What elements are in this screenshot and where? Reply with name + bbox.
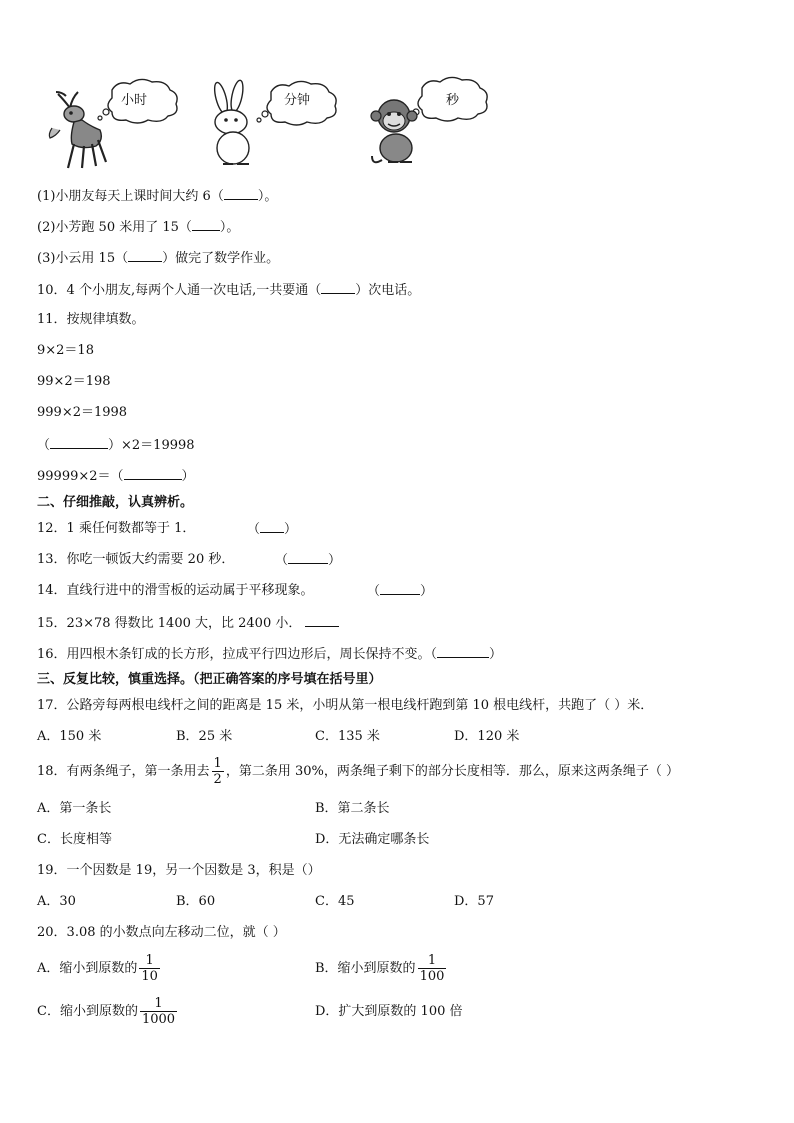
q9-item-2: (2)小芳跑 50 米用了 15（ ）。 [37, 220, 240, 235]
question-15: 15．23×78 得数比 1400 大，比 2400 小． [37, 614, 339, 633]
label-minute: 分钟 [284, 93, 311, 108]
answer-blank[interactable] [321, 281, 355, 294]
question-10: 10．4 个小朋友,每两个人通一次电话,一共要通（ ）次电话。 [37, 283, 421, 298]
q18-option-a[interactable]: A．第一条长 [37, 801, 112, 816]
answer-blank[interactable] [260, 520, 284, 533]
answer-blank[interactable] [305, 614, 339, 627]
question-12-answer: （ ） [247, 522, 298, 537]
question-11-title: 11．按规律填数。 [37, 312, 145, 327]
q18-option-b[interactable]: B．第二条长 [315, 801, 390, 816]
pattern-line-1: 9×2＝18 [37, 343, 94, 358]
q20-option-d[interactable]: D．扩大到原数的 100 倍 [315, 1004, 463, 1019]
section-3-heading: 三、反复比较，慎重选择。（把正确答案的序号填在括号里） [37, 672, 382, 687]
pattern-line-2: 99×2＝198 [37, 374, 111, 389]
question-13: 13．你吃一顿饭大约需要 20 秒． [37, 552, 235, 567]
q18-option-d[interactable]: D．无法确定哪条长 [315, 832, 430, 847]
label-hour: 小时 [121, 93, 148, 108]
question-12: 12．1 乘任何数都等于 1． [37, 521, 196, 536]
q9-item-1: (1)小朋友每天上课时间大约 6（ ）。 [37, 189, 278, 204]
q9-item-3: (3)小云用 15（ ）做完了数学作业。 [37, 251, 280, 266]
question-14: 14．直线行进中的滑雪板的运动属于平移现象。 [37, 583, 314, 598]
answer-blank[interactable] [380, 582, 420, 595]
fraction: $\frac{1}{2}$ [213, 756, 222, 787]
q19-option-a[interactable]: A．30 [37, 894, 76, 909]
answer-blank[interactable] [224, 187, 258, 200]
q20-option-b[interactable]: B．缩小到原数的 $\frac{1}{100}$ [315, 953, 445, 984]
deer-illustration [40, 78, 190, 174]
pattern-line-5: 99999×2＝（ ） [37, 469, 195, 484]
fraction: $\frac{1}{1000}$ [141, 996, 176, 1027]
q19-option-d[interactable]: D．57 [454, 894, 494, 909]
answer-blank[interactable] [50, 436, 108, 449]
answer-blank[interactable] [124, 467, 182, 480]
q17-option-c[interactable]: C．135 米 [315, 729, 380, 744]
pattern-line-4: （ ）×2＝19998 [37, 438, 195, 453]
answer-blank[interactable] [437, 645, 489, 658]
question-16: 16．用四根木条钉成的长方形，拉成平行四边形后，周长保持不变。（ ） [37, 647, 503, 662]
fraction: $\frac{1}{100}$ [419, 953, 445, 984]
pattern-line-3: 999×2＝1998 [37, 405, 128, 420]
q19-option-b[interactable]: B．60 [176, 894, 216, 909]
fraction: $\frac{1}{10}$ [141, 953, 158, 984]
rabbit-illustration [205, 78, 355, 168]
question-14-answer: （ ） [367, 584, 434, 599]
q20-option-a[interactable]: A．缩小到原数的 $\frac{1}{10}$ [37, 953, 158, 984]
q19-option-c[interactable]: C．45 [315, 894, 355, 909]
question-19: 19．一个因数是 19，另一个因数是 3，积是（） [37, 863, 321, 878]
q20-option-c[interactable]: C．缩小到原数的 $\frac{1}{1000}$ [37, 996, 176, 1027]
question-20: 20．3.08 的小数点向左移动二位，就（ ） [37, 925, 286, 940]
question-18: 18．有两条绳子，第一条用去 $\frac{1}{2}$ ，第二条用 30%，两条绳子剩下的部分长度相等．那么，原来这两条绳子（ ） [37, 756, 679, 787]
question-13-answer: （ ） [275, 553, 342, 568]
answer-blank[interactable] [128, 249, 162, 262]
answer-blank[interactable] [288, 551, 328, 564]
q17-option-b[interactable]: B．25 米 [176, 729, 233, 744]
label-second: 秒 [446, 93, 460, 108]
question-17: 17．公路旁每两根电线杆之间的距离是 15 米，小明从第一根电线杆跑到第 10 根电线杆，共跑了（ ）米． [37, 698, 654, 713]
q17-option-d[interactable]: D．120 米 [454, 729, 520, 744]
q18-option-c[interactable]: C．长度相等 [37, 832, 112, 847]
section-2-heading: 二、仔细推敲，认真辨析。 [37, 495, 194, 510]
monkey-illustration [366, 76, 496, 168]
answer-blank[interactable] [192, 218, 220, 231]
q17-option-a[interactable]: A．150 米 [37, 729, 102, 744]
